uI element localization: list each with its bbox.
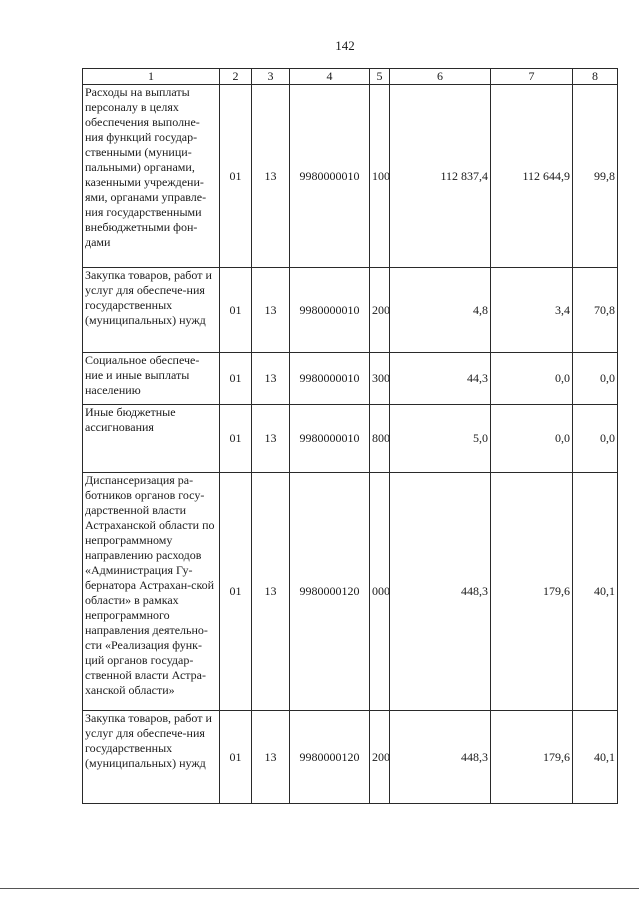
subsection-code: 13 xyxy=(252,268,290,353)
column-header-2: 2 xyxy=(220,69,252,85)
target-article-code: 9980000120 xyxy=(290,473,370,711)
section-code: 01 xyxy=(220,268,252,353)
expense-type-code: 800 xyxy=(370,405,390,473)
executed-amount: 112 644,9 xyxy=(491,85,573,268)
execution-percent: 40,1 xyxy=(573,711,618,804)
table-row xyxy=(83,85,618,268)
table-row xyxy=(83,711,618,804)
page-number: 142 xyxy=(335,38,355,53)
table-row xyxy=(83,268,618,353)
subsection-code: 13 xyxy=(252,473,290,711)
column-header-3: 3 xyxy=(252,69,290,85)
planned-amount: 44,3 xyxy=(390,353,491,405)
expense-type-code: 100 xyxy=(370,85,390,268)
executed-amount: 0,0 xyxy=(491,405,573,473)
expense-name: Расходы на выплаты персоналу в целях обеспечения выполне-ния функций государ-ственными (муници-пальными) органами, казенными учреждени-ями, органами управле-ния государственными внебюджетными фон-дами xyxy=(83,85,220,268)
section-code: 01 xyxy=(220,405,252,473)
executed-amount: 179,6 xyxy=(491,473,573,711)
target-article-code: 9980000010 xyxy=(290,405,370,473)
subsection-code: 13 xyxy=(252,405,290,473)
planned-amount: 448,3 xyxy=(390,711,491,804)
planned-amount: 112 837,4 xyxy=(390,85,491,268)
target-article-code: 9980000010 xyxy=(290,353,370,405)
column-header-5: 5 xyxy=(370,69,390,85)
column-header-1: 1 xyxy=(83,69,220,85)
subsection-code: 13 xyxy=(252,711,290,804)
expense-name: Закупка товаров, работ и услуг для обеспече-ния государственных (муниципальных) нужд xyxy=(83,711,220,804)
executed-amount: 3,4 xyxy=(491,268,573,353)
executed-amount: 0,0 xyxy=(491,353,573,405)
column-header-8: 8 xyxy=(573,69,618,85)
execution-percent: 0,0 xyxy=(573,353,618,405)
target-article-code: 9980000010 xyxy=(290,268,370,353)
execution-percent: 40,1 xyxy=(573,473,618,711)
expense-type-code: 200 xyxy=(370,268,390,353)
target-article-code: 9980000120 xyxy=(290,711,370,804)
expense-type-code: 300 xyxy=(370,353,390,405)
expense-type-code: 000 xyxy=(370,473,390,711)
expense-name: Закупка товаров, работ и услуг для обеспече-ния государственных (муниципальных) нужд xyxy=(83,268,220,353)
section-code: 01 xyxy=(220,473,252,711)
table-row xyxy=(83,473,618,711)
budget-table xyxy=(82,68,618,804)
table-row xyxy=(83,353,618,405)
subsection-code: 13 xyxy=(252,353,290,405)
section-code: 01 xyxy=(220,353,252,405)
execution-percent: 0,0 xyxy=(573,405,618,473)
planned-amount: 4,8 xyxy=(390,268,491,353)
expense-name: Социальное обеспече-ние и иные выплаты населению xyxy=(83,353,220,405)
execution-percent: 99,8 xyxy=(573,85,618,268)
expense-name: Диспансеризация ра-ботников органов госу-дарственной власти Астраханской области по непрограммному направлению расходов «Администрация Гу-бернатора Астрахан-ской области» в рамках непрограммного направления деятельно-сти «Реализация функ-ций органов государ-ственной власти Астра-ханской области» xyxy=(83,473,220,711)
column-header-7: 7 xyxy=(491,69,573,85)
section-code: 01 xyxy=(220,711,252,804)
table-row xyxy=(83,405,618,473)
execution-percent: 70,8 xyxy=(573,268,618,353)
executed-amount: 179,6 xyxy=(491,711,573,804)
target-article-code: 9980000010 xyxy=(290,85,370,268)
planned-amount: 448,3 xyxy=(390,473,491,711)
subsection-code: 13 xyxy=(252,85,290,268)
expense-type-code: 200 xyxy=(370,711,390,804)
page-bottom-rule xyxy=(0,888,639,889)
column-header-4: 4 xyxy=(290,69,370,85)
section-code: 01 xyxy=(220,85,252,268)
column-header-6: 6 xyxy=(390,69,491,85)
planned-amount: 5,0 xyxy=(390,405,491,473)
table-header-row xyxy=(83,69,618,85)
expense-name: Иные бюджетные ассигнования xyxy=(83,405,220,473)
